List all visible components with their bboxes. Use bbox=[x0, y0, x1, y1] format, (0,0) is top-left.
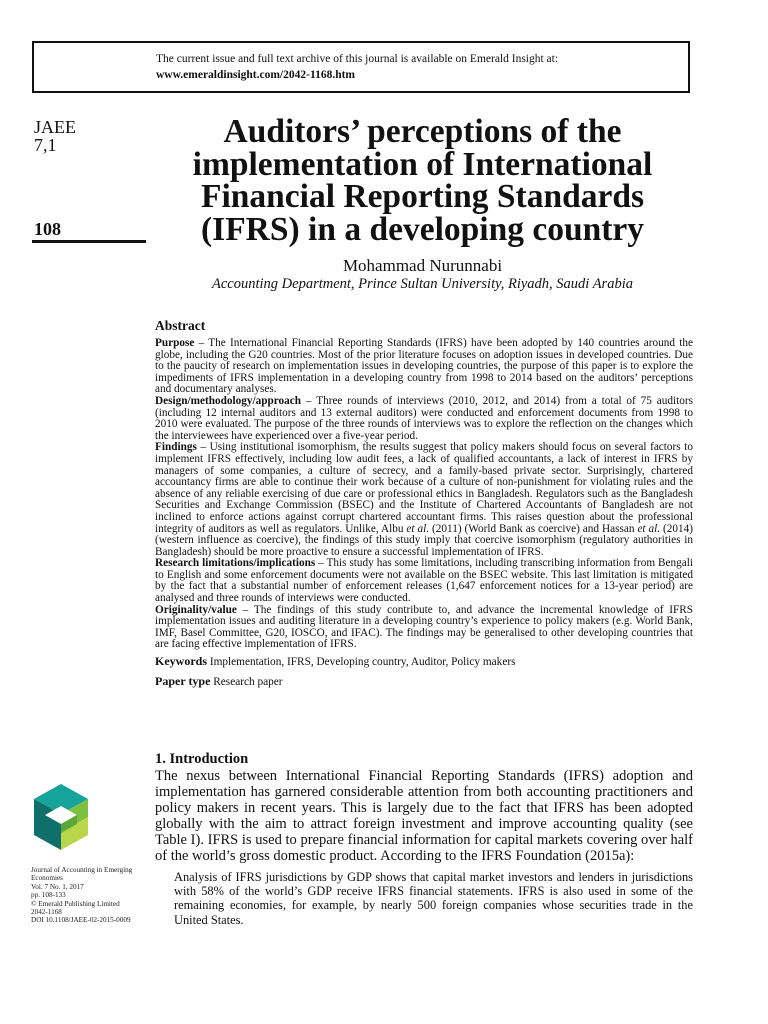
findings-text: (2011) (World Bank as coercive) and Hassan bbox=[429, 522, 638, 535]
page-number-rule bbox=[32, 240, 146, 243]
keywords-text: Implementation, IFRS, Developing country, Auditor, Policy makers bbox=[207, 656, 516, 669]
author-affiliation: Accounting Department, Prince Sultan University, Riyadh, Saudi Arabia bbox=[212, 276, 633, 292]
design-text: – Three rounds of interviews (2010, 2012, and 2014) from a total of 75 auditors (including 12 internal auditors and 13 external auditors) were conducted and enforcement documents from 1998 to 2010 were evaluated. The purpose of the three rounds of interviews was to explore the reflection on the changes which the interviewees have experienced over a five-year period. bbox=[155, 394, 693, 442]
journal-code bbox=[34, 118, 76, 154]
abstract-originality bbox=[155, 605, 693, 651]
originality-label: Originality/value bbox=[155, 603, 237, 616]
paper-type bbox=[155, 674, 693, 689]
design-label: Design/methodology/approach bbox=[155, 394, 302, 407]
section-heading-introduction: 1. Introduction bbox=[155, 751, 249, 767]
citation-line: Vol. 7 No. 1, 2017 bbox=[31, 882, 84, 891]
citation-line: Journal of Accounting in Emerging bbox=[31, 866, 133, 874]
abstract-limitations bbox=[155, 558, 693, 604]
journal-url-link[interactable]: www.emeraldinsight.com/2042-1168.htm bbox=[156, 69, 356, 81]
paper-type-label: Paper type bbox=[155, 674, 211, 689]
author-name: Mohammad Nurunnabi bbox=[342, 256, 503, 275]
page-number: 108 bbox=[34, 219, 61, 239]
emerald-logo-icon bbox=[31, 784, 91, 850]
citation-doi[interactable]: DOI 10.1108/JAEE-02-2015-0009 bbox=[31, 916, 131, 925]
limitations-label: Research limitations/implications bbox=[155, 557, 316, 570]
citation-line: 2042-1168 bbox=[31, 908, 62, 917]
title-line: Financial Reporting Standards bbox=[200, 178, 644, 215]
title-line: implementation of International bbox=[192, 145, 653, 183]
keywords bbox=[155, 654, 693, 669]
abstract-findings bbox=[155, 442, 693, 558]
journal-access-notice bbox=[32, 41, 690, 93]
journal-volume: 7,1 bbox=[34, 135, 57, 155]
journal-abbrev: JAEE bbox=[34, 117, 76, 137]
notice-text: The current issue and full text archive of this journal is available on Emerald Insight at: bbox=[156, 53, 559, 65]
purpose-label: Purpose bbox=[155, 337, 195, 349]
abstract-heading: Abstract bbox=[155, 318, 206, 333]
keywords-label: Keywords bbox=[155, 654, 207, 669]
findings-text: (2014) (western influence as coercive), the findings of this study imply that coercive isomorphism (regulatory authorities in Bangladesh) should be more proactive to ensure a successful implementation of IFRS. bbox=[155, 522, 693, 558]
purpose-text: – The International Financial Reporting Standards (IFRS) have been adopted by 140 countries around the globe, including the G20 countries. Most of the prior literature focuses on adoption issues in developed countries. Due to the paucity of research on implementation issues in developing countries, the purpose of this paper is to explore the impediments of IFRS implementation in a developing country from 1998 to 2014 based on the auditors’ perceptions and documentary analyses. bbox=[155, 337, 693, 396]
title-line: Auditors’ perceptions of the bbox=[223, 113, 622, 150]
citation-line: pp. 108-133 bbox=[31, 891, 66, 900]
paper-type-text: Research paper bbox=[210, 676, 283, 689]
introduction-paragraph: The nexus between International Financial Reporting Standards (IFRS) adoption and implementation has garnered considerable attention from both accounting practitioners and policy makers in recent years. This is largely due to the fact that IFRS has been adopted globally with the aim to attract foreign investment and improve accounting quality (see Table I). IFRS is used to prepare financial information for capital markets covering over half of the world’s gross domestic product. According to the IFRS Foundation (2015a): bbox=[155, 768, 693, 864]
abstract-purpose bbox=[155, 338, 693, 396]
citation-line: © Emerald Publishing Limited bbox=[31, 899, 120, 908]
findings-label: Findings bbox=[155, 441, 197, 454]
abstract-design bbox=[155, 396, 693, 442]
citation-line: Economies bbox=[31, 874, 63, 883]
originality-text: – The findings of this study contribute to, and advance the incremental knowledge of IFRS implementation issues and auditing literature in a developing country’s experience to policy makers (e.g. World Bank, IMF, Basel Committee, G20, IOSCO, and IFAC). The findings may be generalised to other developing countries that are facing effective implementation of IFRS. bbox=[155, 603, 693, 651]
block-quote: Analysis of IFRS jurisdictions by GDP shows that capital market investors and lenders in jurisdictions with 58% of the world’s GDP receive IFRS financial statements. IFRS is also used in some of the remaining economies, for example, by nearly 500 foreign companies whose securities trade in the United States. bbox=[174, 870, 693, 927]
title-line: (IFRS) in a developing country bbox=[201, 210, 644, 248]
findings-text: – Using institutional isomorphism, the results suggest that policy makers should focus on several factors to implement IFRS effectively, including low audit fees, a lack of qualified accountants, a lack of interest in IFRS by managers of some companies, a culture of secrecy, and a family-based private sector. Surprisingly, chartered accountancy firms are able to continue their work because of a culture of non-punishment for violating rules and the absence of any reliable exercising of due care or professional ethics in Bangladesh. Regulators such as the Bangladesh Securities and Exchange Commission (BSEC) and the Institute of Chartered Accountants of Bangladesh are not inclined to enforce actions against corrupt chartered accountant firms. This raises question about the professional integrity of auditors as well as regulators. Unlike, Albu bbox=[155, 441, 693, 535]
limitations-text: – This study has some limitations, including transcribing information from Bengali to English and some enforcement documents were not available on the BSEC website. This last limitation is mitigated by the fact that a substantial number of enforcement releases (1,647 enforcement notices for a 13-year period) are analysed and three rounds of interviews were conducted. bbox=[155, 557, 694, 605]
findings-etal: et al. bbox=[406, 522, 430, 535]
article-title bbox=[155, 113, 690, 248]
abstract-section bbox=[155, 318, 693, 689]
findings-etal: et al. bbox=[637, 522, 661, 535]
journal-citation bbox=[31, 866, 151, 925]
